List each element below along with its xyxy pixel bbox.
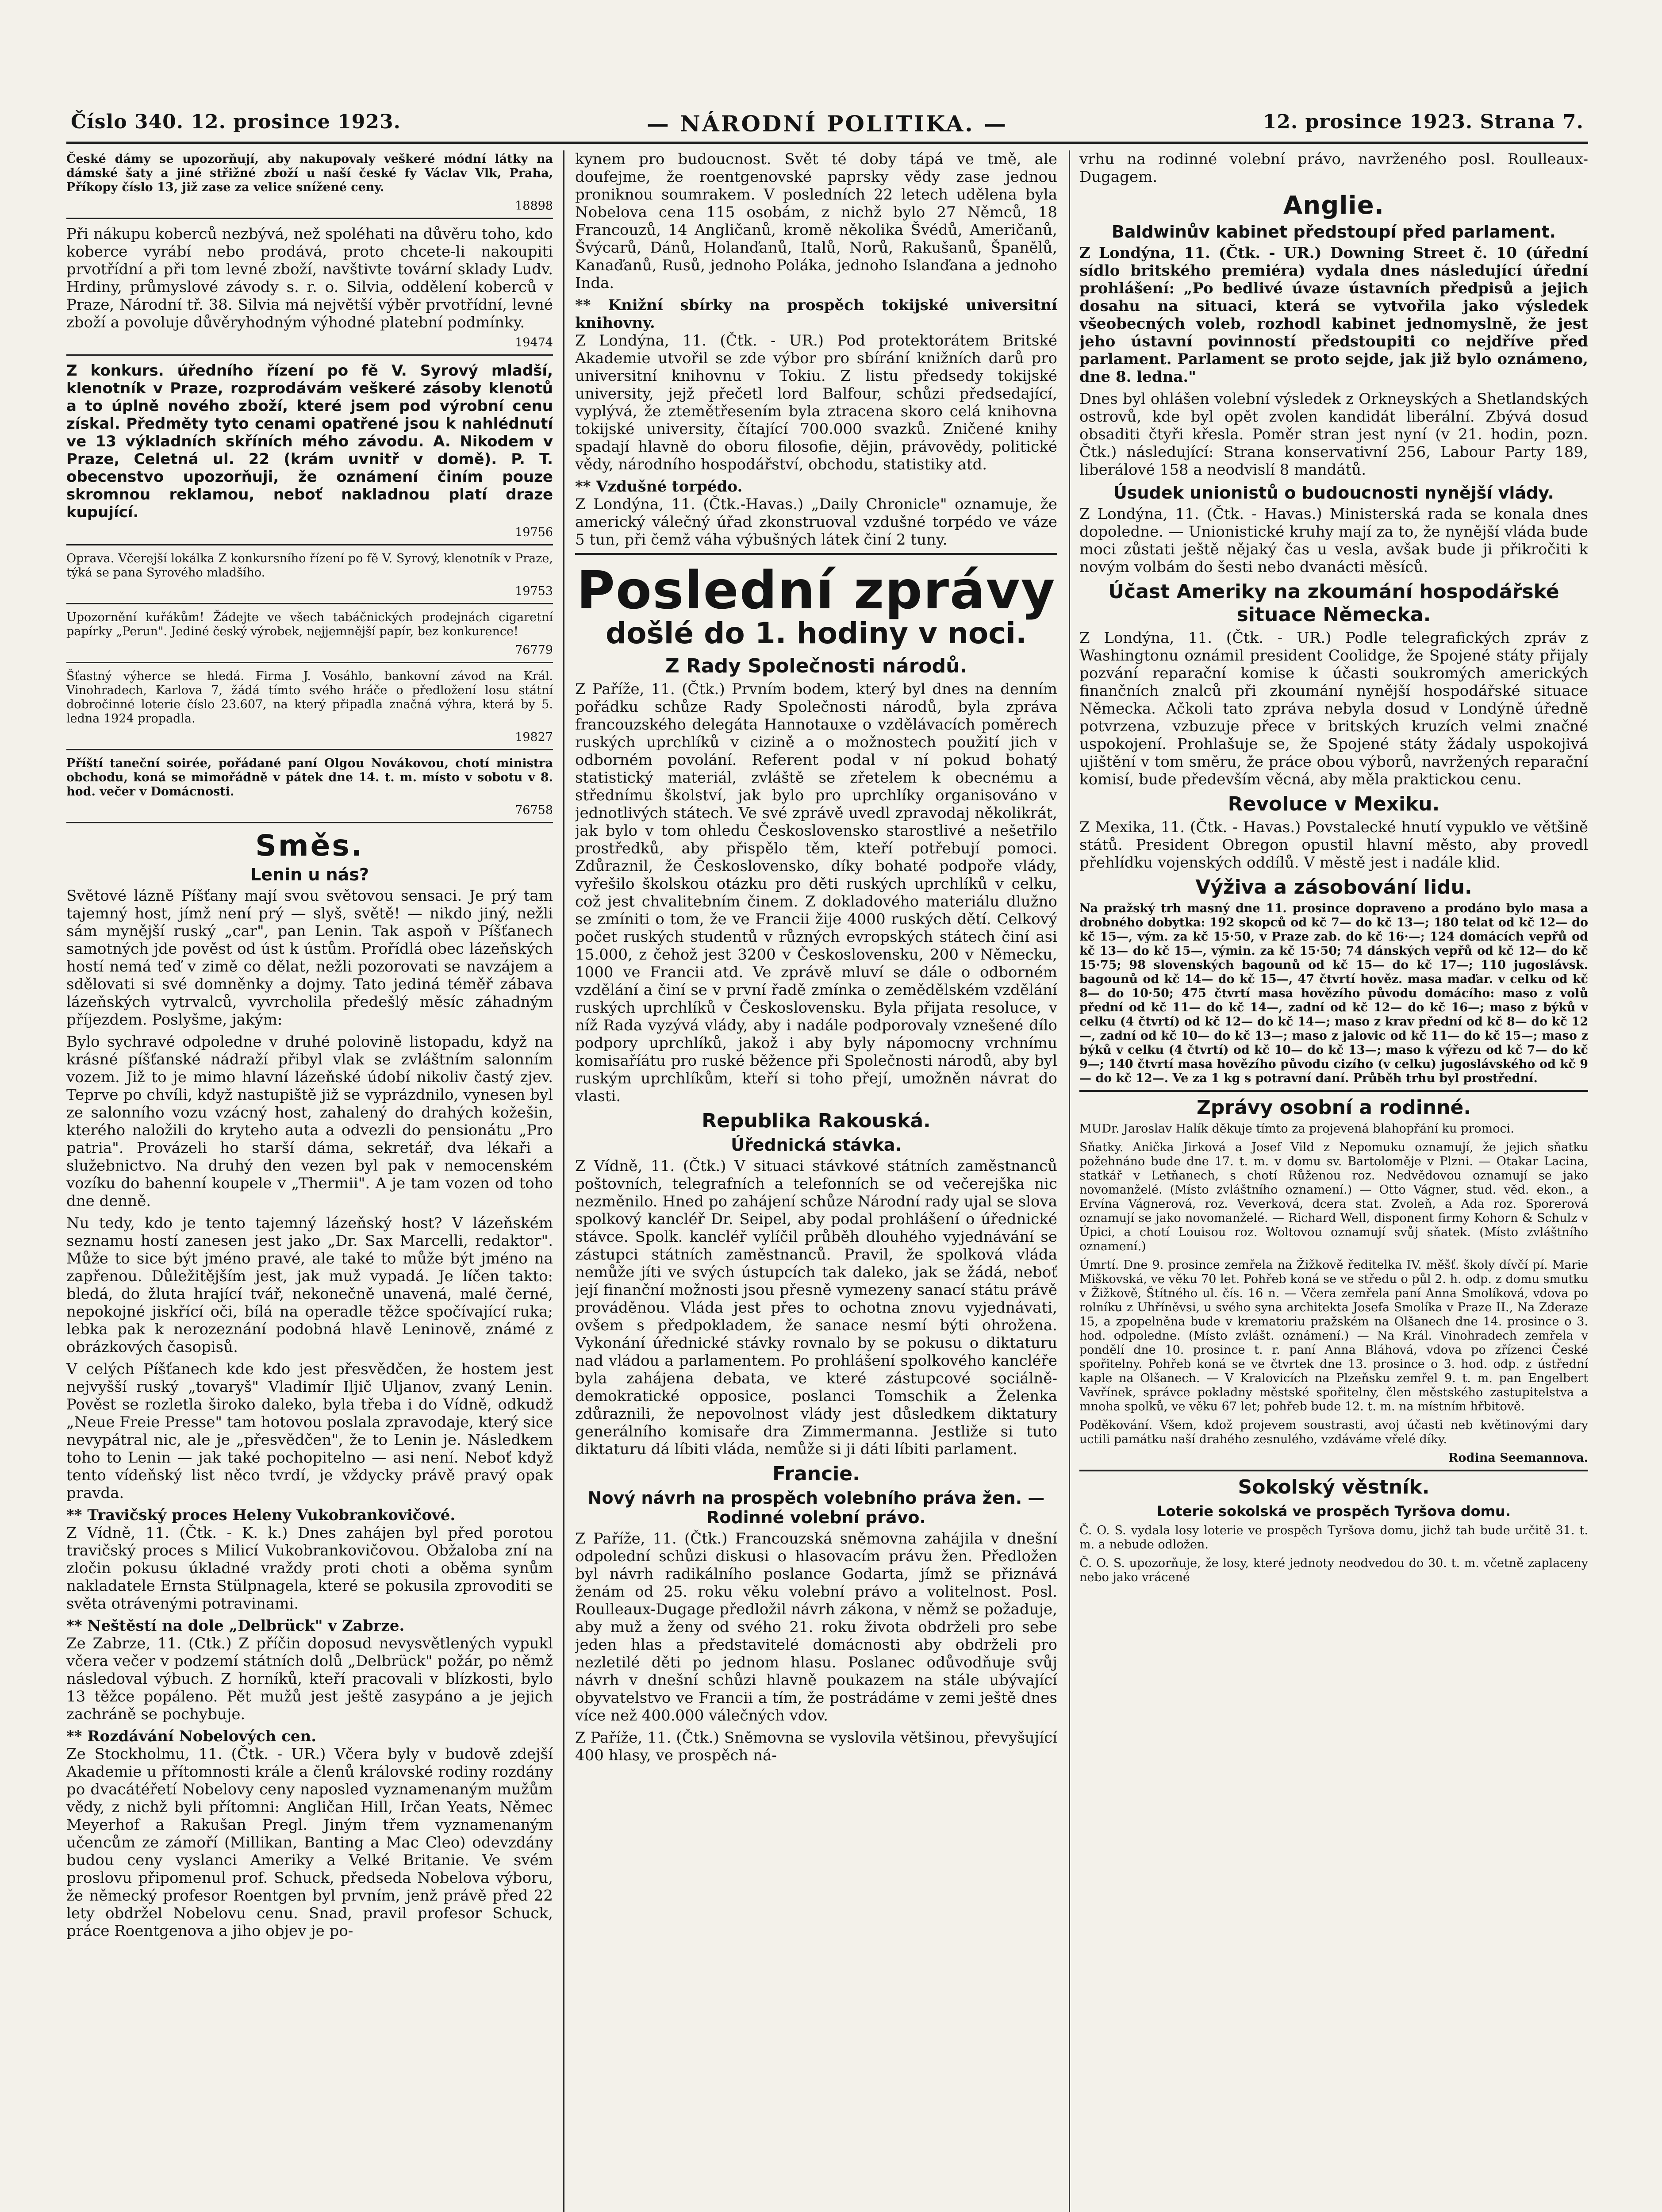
- article-paragraph: kynem pro budoucnost. Svět té doby tápá ve tmě, ale doufejme, že roentgenovské paprsky vědy zase jednou proniknou soumrakem. V posledních 22 letech udělena byla Nobelova cena 115 osobám, z nichž bylo 27 Němců, 18 Francouzů, 14 Angličanů, kromě několika Švédů, Američanů, Švýcarů, Dánů, Holanďanů, Italů, Norů, Rakušanů, Španělů, Kanaďanů, Rusů, jednoho Poláka, jednoho Islanďana a jednoho Inda.: [575, 150, 1057, 292]
- article-paragraph: Č. O. S. upozorňuje, že losy, které jednoty neodvedou do 30. t. m. včetně zaplaceny nebo jako vrácené: [1079, 1556, 1588, 1584]
- advert-soiree: [66, 755, 553, 823]
- issue-info: Číslo 340. 12. prosince 1923.: [71, 111, 401, 133]
- advert-text: Příští taneční soirée, pořádané paní Olgou Novákovou, chotí ministra obchodu, koná se mimořádně v pátek dne 14. t. m. místo v sobotu v 8. hod. večer v Domácnosti.: [66, 757, 553, 799]
- advert-number: 19756: [515, 526, 553, 539]
- section-heading: Francie.: [772, 1463, 860, 1485]
- article-paragraph: Na pražský trh masný dne 11. prosince dopraveno a prodáno bylo masa a drobného dobytka: 192 skopců od kč 7— do kč 13—; 180 telat od kč 12— do kč 15—, vým. za kč 15·50, v Praze zab. do kč 16·—; 124 domácích vepřů od kč 13— do kč 15—, výmin. za kč 15·50; 74 dánských vepřů od kč 12— do kč 15·75; 98 slovenských bagounů od kč 15— do kč 17—; 110 jugoslávsk. bagounů od kč 14— do kč 15—, 47 čtvrtí hověz. masa maďar. v celku od kč 8— do 10·50; 475 čtvrtí masa hovězího původu domácího: maso z volů přední od kč 11— do kč 14—, zadní od kč 12— do kč 16—; maso z býků v celku (4 čtvrtí) od kč 12— do kč 14—; maso z krav přední od kč 8— do kč 12—, zadní od kč 10— do kč 13—; maso z jalovic od kč 11— do kč 15—; maso z býků v celku (4 čtvrtí) od kč 10— do kč 13—; maso k výřezu od kč 7— do kč 9—; 140 čtvrtí masa hovězího původu cizího (v celku) jugoslávského od kč 9— do kč 12—. Ve za 1 kg s potravní daní. Průběh trhu byl prostřední.: [1079, 902, 1588, 1085]
- article-paragraph: Z Londýna, 11. (Čtk. - Havas.) Ministerská rada se konala dnes dopoledne. — Unionistické kruhy mají za to, že nynější vláda bude moci zůstati ještě nějaký čas u vesla, avšak bude ji přikročiti k novým volbám do šesti nebo dvanácti měsíců.: [1079, 505, 1588, 576]
- article-paragraph: Světové lázně Píšťany mají svou světovou sensaci. Je prý tam tajemný host, jímž není prý — slyš, světě! — nikdo jiný, nežli sám mynější ruský „car", pan Lenin. Tak aspoň v Píšťanech samotných jde pověst od úst k ústům. Prořídlá obec lázeňských hostí nemá teď v zimě co dělat, nežli pozorovati se navzájem a sdělovati si své domněnky a dojmy. Tato jediná téměř zábava lázeňských vytrvalců, vyvrcholila předešlý měsíc záhadným příjezdem. Poslyšme, jakým:: [66, 887, 553, 1029]
- article-title: Úřednická stávka.: [731, 1135, 902, 1155]
- article-paragraph: Z Londýna, 11. (Čtk.-Havas.) „Daily Chronicle" oznamuje, že americký válečný úřad zkonstruoval vzdušné torpédo ve váze 5 tun, při čemž váha výbušných látek činí 2 tuny.: [575, 495, 1057, 549]
- article-paragraph: Z Paříže, 11. (Čtk.) Sněmovna se vyslovila většinou, převyšující 400 hlasy, ve prospěch ná-: [575, 1729, 1057, 1764]
- article-title: ** Travičský proces Heleny Vukobrankovičové.: [66, 1506, 456, 1524]
- article-title: Nový návrh na prospěch volebního práva žen. — Rodinné volební právo.: [587, 1488, 1045, 1527]
- column-1: [66, 150, 553, 2212]
- article-title: ** Knižní sbírky na prospěch tokijské universitní knihovny.: [575, 296, 1057, 332]
- page-info: 12. prosince 1923. Strana 7.: [1263, 111, 1584, 133]
- article-paragraph: V celých Píšťanech kde kdo jest přesvědčen, že hostem jest nejvyšší ruský „tovaryš" Vladimír Iljič Uljanov, zvaný Lenin. Pověst se rozletla široko daleko, byla třeba i do Vídně, odkudž „Neue Freie Presse" tam hotovou poslala zpravodaje, který sice nevypátral nic, ale je „přesvědčen", že to Lenin je. Následkem toho to Lenin — jak také pochopitelno — asi není. Neboť když tento vídeňský list něco tvrdí, je vždycky právě pravý opak pravda.: [66, 1360, 553, 1502]
- article-paragraph: Z Vídně, 11. (Čtk. - K. k.) Dnes zahájen byl před porotou travičský proces s Milicí Vukobrankovičovou. Obžaloba zní na zločin pokusu úkladné vraždy proti choti a oběma synům nakladatele Ernsta Stülpnagela, které se pokusila zprovoditi se světa otrávenými potravinami.: [66, 1524, 553, 1613]
- article-title: Lenin u nás?: [250, 865, 369, 884]
- article-paragraph: Dnes byl ohlášen volební výsledek z Orkneyských a Shetlandských ostrovů, kde byl opět zvolen kandidát liberální. Zbývá dosud obsaditi čtyři křesla. Poměr stran jest nyní (v 21. hodin, pozn. Čtk.) následující: Strana konservativní 256, Labour Party 189, liberálové 158 a neodvislí 8 mandátů.: [1079, 390, 1588, 479]
- advert-text: Z konkurs. úředního řízení po fě V. Syrový mladší, klenotník v Praze, rozprodávám veškeré zásoby klenotů a to úplně nového zboží, které jsem pod výrobní cenu získal. Předměty tyto cenami opatřené jsou k nahlédnutí ve 13 výkladních skříních mého závodu. A. Nikodem v Praze, Celetná ul. 22 (krám uvnitř v domě). P. T. obecenstvo upozorňuji, že oznámení činím pouze skromnou reklamou, neboť nakladnou platí draze kupující.: [66, 362, 553, 521]
- article-paragraph: vrhu na rodinné volební právo, navrženého posl. Roulleaux-Dugagem.: [1079, 150, 1588, 186]
- article-paragraph: Ze Stockholmu, 11. (Čtk. - UR.) Včera byly v budově zdejší Akademie u přítomnosti krále a členů královské rodiny rozdány po dvacátéřetí Nobelovy ceny naposled vyznamenaným mužům vědy, z nichž byli přítomni: Angličan Hill, Irčan Yeats, Němec Meyerhof a Rakušan Pregl. Jiným třem vyznamenaným učencům ze zámoří (Millikan, Banting a Mac Cleo) odevzdány budou ceny vyslanci Ameriky a Velké Britanie. Ve svém proslovu připomenul prof. Schuck, předseda Nobelova výboru, že německý profesor Roentgen byl prvním, jenž právě před 22 lety obdržel Nobelovu cenu. Snad, pravil profesor Schuck, práce Roentgenova a jiho objev je po-: [66, 1745, 553, 1940]
- advert-number: 76779: [515, 643, 553, 657]
- banner-subheadline: došlé do 1. hodiny v noci.: [605, 616, 1027, 650]
- article-title: ** Neštěstí na dole „Delbrück" v Zabrze.: [66, 1617, 405, 1635]
- article-paragraph: Z Londýna, 11. (Čtk. - UR.) Podle telegrafických zpráv z Washingtonu oznámil president Coolidge, že Spojené státy přijaly pozvání reparační komise k účasti soukromých amerických finančních znalců při zkoumání nynější hospodářské situace Německa. Ačkoli tato zpráva nebyla dosud v Londýně úředně potvrzena, vzbuzuje přece v britských kruzích velmi značné uspokojení. Prohlašuje se, že Spojené státy žádaly uspokojivá ujištění v tom směru, že práce obou výborů, navržených reparační komisí, bude především věcná, aby měla praktickou cenu.: [1079, 629, 1588, 788]
- column-3: [1079, 150, 1588, 2212]
- newspaper-page: [66, 102, 1588, 2212]
- article-paragraph: Č. O. S. vydala losy loterie ve prospěch Tyršova domu, jichž tah bude určitě 31. t. m. a nebude odložen.: [1079, 1524, 1588, 1551]
- column-rule: [1069, 150, 1070, 2212]
- article-paragraph: Z Londýna, 11. (Čtk. - UR.) Downing Street č. 10 (úřední sídlo britského premiéra) vydala dnes následující úřední prohlášení: „Po bedlivé úvaze ústavních předpisů a jejich dosahu na situaci, která se vytvořila jako výsledek všeobecných voleb, rozhodl kabinet jednomyslně, že jest jeho ústavní povinností předstoupiti co nejdříve před parlament. Parlament se proto sejde, jak již bylo oznámeno, dne 8. ledna.": [1079, 244, 1588, 386]
- article-title: Loterie sokolská ve prospěch Tyršova domu.: [1157, 1503, 1511, 1520]
- advert-text: Při nákupu koberců nezbývá, než spoléhati na důvěru toho, kdo koberce vyrábí nebo prodává, proto chcete-li nakoupiti prvotřídní a při tom levné zboží, navštivte tovární sklady Ludv. Hrdiny, průmyslové závody s. r. o. Silvia, oddělení koberců v Praze, Národní tř. 38. Silvia má největší výběr prvotřídní, levné zboží a povoluje důvěryhodným výhodné platební podmínky.: [66, 225, 553, 331]
- advert-text: Šťastný výherce se hledá. Firma J. Vosáhlo, bankovní závod na Král. Vinohradech, Karlova 7, žádá tímto svého hráče o předložení losu státní dobročinné loterie číslo 23.607, na který připadla značná výhra, která by 5. ledna 1924 propadla.: [66, 669, 553, 726]
- article-title: ** Rozdávání Nobelových cen.: [66, 1728, 317, 1745]
- newspaper-title: — NÁRODNÍ POLITIKA. —: [646, 111, 1008, 137]
- advert-koberce: [66, 223, 553, 356]
- section-heading: Anglie.: [1283, 191, 1384, 220]
- divider: [575, 553, 1057, 555]
- advert-oprava: [66, 550, 553, 604]
- advert-ceske-damy: [66, 150, 553, 219]
- article-paragraph: Z Paříže, 11. (Čtk.) Francouzská sněmovna zahájila v dnešní odpolední schůzi diskusi o hlasovacím právu žen. Předložen byl návrh radikálního poslance Godarta, jímž se přiznává ženám od 25. roku věku volební právo a volitelnost. Posl. Roulleaux-Dugage předložil návrh zákona, v němž se požaduje, aby muž a ženy od svého 21. roku života obdrželi pro sebe jeden hlas a představitelé domácnosti aby obdrželi pro nezletilé děti po jednom hlasu. Poslanec odůvodňuje svůj návrh v dnešní schůzi hlavně poukazem na stále ubývající obyvatelstvo ve Francii a tím, že postrádáme v zemi ještě dnes více než 400.000 válečných vdov.: [575, 1530, 1057, 1724]
- divider: [1079, 1470, 1588, 1471]
- advert-number: 19827: [515, 730, 553, 744]
- advert-text: České dámy se upozorňují, aby nakupovaly veškeré módní látky na dámské šaty a jiné střižné zboží u naší české fy Václav Vlk, Praha, Příkopy číslo 13, již zase za velice snížené ceny.: [66, 152, 553, 194]
- article-paragraph: Sňatky. Anička Jirková a Josef Vild z Nepomuku oznamují, že jejich sňatku požehnáno bude dne 17. t. m. v domu sv. Bartoloměje v Plzni. — Otakar Lacina, statkář v Letňanech, s chotí Růženou roz. Nedvědovou oznamují se jako novomanželé. (Místo zvláštního oznamení.) — Otto Vágner, stud. věd. ekon., a Ervína Vágnerová, roz. Veverková, dcera stat. Zvoleň, a Ada roz. Sporerová oznamují se jako novomanželé. — Richard Well, disponent firmy Kohorn & Schulz v Úpici, a chotí Louisou roz. Woltovou oznamují svůj sňatek. (Místo zvláštního oznamení.): [1079, 1141, 1588, 1253]
- article-title: Baldwinův kabinet předstoupí před parlament.: [1111, 222, 1556, 242]
- divider: [1079, 1090, 1588, 1092]
- article-paragraph: Úmrtí. Dne 9. prosince zemřela na Žižkově ředitelka IV. měšť. školy dívčí pí. Marie Miškovská, ve věku 70 let. Pohřeb koná se ve středu o půl 2. h. odp. z domu smutku v Žižkově, Štítného ul. čís. 16 n. — Včera zemřela paní Anna Smolíková, vdova po rolníku z Uhříněvsi, u svého syna architekta Josefa Smolíka v Praze II., Na Zderaze 15, a zpopelněna bude v krematoriu pražském na Olšanech dne 14. prosince o 3. hod. odpoledne. (Místo zvlášt. oznámení.) — Na Král. Vinohradech zemřela v pondělí dne 10. prosince t. r. paní Anna Bláhová, vdova po zřízenci České spořitelny. Pohřeb koná se ve čtvrtek dne 13. prosince o 3. hod. odp. z ústřední kaple na Olšanech. — V Kralovicích na Plzeňsku zemřel 9. t. m. pan Engelbert Vavřínek, správce pokladny městské spořitelny, člen městského zastupitelstva a mnoha spolků, ve věku 67 let; pohřeb bude 12. t. m. na místním hřbitově.: [1079, 1258, 1588, 1413]
- column-2: [575, 150, 1057, 2212]
- column-rule: [563, 150, 564, 2212]
- advert-number: 19753: [515, 584, 553, 598]
- advert-text: Upozornění kuřákům! Žádejte ve všech tabáčnických prodejnách cigaretní papírky „Perun". Jediné český výrobek, nejjemnější papír, bez konkurence!: [66, 611, 553, 638]
- article-paragraph: Nu tedy, kdo je tento tajemný lázeňský host? V lázeňském seznamu hostí zanesen jest jako „Dr. Sax Marcelli, redaktor". Může to sice být jméno pravé, ale také to může být jméno na zapřenou. Důležitějším jest, jak muž vypadá. Je líčen takto: bledá, do žluta hrající tvář, nekonečně unavená, malé černé, nepokojné jiskřící oči, bílá na operadle těžce spočívající ruka; lebka pak k nerozeznání podobná hlavě Leninově, známé z obrázkových časopisů.: [66, 1214, 553, 1356]
- article-paragraph: Z Mexika, 11. (Čtk. - Havas.) Povstalecké hnutí vypuklo ve většině států. President Obregon opustil hlavní město, aby provedl přehlídku vojenských oddílů. V městě jest i nadále klid.: [1079, 818, 1588, 872]
- section-heading: Revoluce v Mexiku.: [1228, 793, 1440, 815]
- advert-number: 19474: [515, 336, 553, 349]
- banner-headline: Poslední zprávy: [576, 560, 1056, 621]
- section-heading: Sokolský věstník.: [1238, 1476, 1430, 1498]
- article-title: Úsudek unionistů o budoucnosti nynější vlády.: [1113, 483, 1554, 503]
- article-paragraph: Bylo sychravé odpoledne v druhé polovině listopadu, když na krásné píšťanské nádraží přibyl vlak se zvláštním salonním vozem. Již to je mimo hlavní lázeňské údobí nikoliv častý zjev. Teprve po chvíli, když nastupiště již se vyprázdnilo, vynesen byl ze salonního vozu vzácný host, zahalený do drahých kožešin, kterého naložili do kryteho auta a odvezli do pensionátu „Pro patria". Provázeli ho starší dáma, sekretář, dva lékaři a služebnictvo. Na druhý den vezen byl pak v nemocenském vozíku do bahenní koupele v „Thermii". A je tam vozen od toho dne denně.: [66, 1033, 553, 1210]
- article-paragraph: Z Paříže, 11. (Čtk.) Prvním bodem, který byl dnes na denním pořádku schůze Rady Společnosti národů, byla zpráva francouzského delegáta Hannotauxe o vzdělávacích poměrech ruských uprchlíků v cizině a o možnostech použití jich v odborném povolání. Referent podal v ní pokud bohatý statistický materiál, zvláště se zřetelem k obecnému a střednímu školství, jak bylo pro uprchlíky organisováno v jednotlivých státech. Ve své zprávě uvedl zpravodaj několikrát, jak bylo v tom ohledu Československo starostlivé a nešetřilo prostředků, aby přispělo těm, kteří potřebují pomoci. Zdůraznil, že Československo, díky bohaté podpoře vlády, vyřešilo školskou otázku pro děti ruských uprchlíků v celku, což jest chvalitebním činem. Z dokladového materiálu dlužno se zmíniti o tom, že ve Francii žije 4000 ruských dětí. Celkový počet ruských studentů v různých evropských státech činí asi 15.000, z čehož jest 3200 v Československu, 200 v Německu, 1000 ve Francii atd. Ve zprávě mluví se dále o odborném vzdělání a činí se v první řadě zmínka o zemědělském vzdělání ruských uprchlíků v Československu. Byla přijata resoluce, v níž Rada vyzývá vlády, aby i nadále podporovaly vznešené dílo podpory uprchlíků, jakož i aby byly nápomocny vrchnímu komisaříátu pro ruské běžence při Společnosti národů, aby byl ruským uprchlíkům, kteří si toho přejí, umožněn návrat do vlasti.: [575, 680, 1057, 1105]
- article-paragraph: Ze Zabrze, 11. (Ctk.) Z příčin doposud nevysvětlených vypukl včera večer v podzemí státních dolů „Delbrück" požár, po němž následoval výbuch. Z horníků, kteří pracovali v blízkosti, bylo 13 těžce popáleno. Pět mužů jest ještě zasypáno a je jejich zachráně se pochybuje.: [66, 1635, 553, 1723]
- signature: Rodina Seemannova.: [1448, 1451, 1588, 1465]
- advert-kuraci: [66, 609, 553, 663]
- article-paragraph: MUDr. Jaroslav Halík děkuje tímto za projevená blahopřání ku promoci.: [1079, 1122, 1514, 1136]
- advert-text: Oprava. Včerejší lokálka Z konkursního řízení po fě V. Syrový, klenotník v Praze, týká se pana Syrového mladšího.: [66, 552, 553, 580]
- advert-number: 18898: [515, 199, 553, 213]
- article-title: Z Rady Společnosti národů.: [665, 655, 967, 677]
- masthead: [66, 102, 1588, 144]
- section-heading: Výživa a zásobování lidu.: [1195, 876, 1472, 899]
- article-paragraph: Z Vídně, 11. (Čtk.) V situaci stávkové státních zaměstnanců poštovních, telegrafních a telefonních se od večerejška nic nezměnilo. Hned po zahájení schůze Národní rady ujal se slova spolkový kancléř Dr. Seipel, aby podal prohlášení o úřednické stávce. Spolk. kancléř vylíčil průběh dlouhého vyjednávání se zástupci státních zaměstnanců. Pravil, že spolková vláda nemůže jíti ve svých ústupcích tak daleko, jak se žádá, neboť její finanční možnosti jsou přesně vymezeny sanací státu právě prováděnou. Vláda jest přes to ochotna znovu vyjednávati, ovšem s předpokladem, že sanace nesmí býti ohrožena. Vykonání úřednické stávky rovnalo by se pokusu o diktaturu nad vládou a parlamentem. Po prohlášení spolkového kancléře byla zahájena debata, ve které zástupcové sociálně-demokratické opposice, poslanci Tomschik a Želenka zdůraznili, že nepovolnost vlády jest důsledkem diktatury generálního komisaře dra Zimmermanna. Jestliže si tuto diktaturu dá líbiti vláda, nemůže si ji dáti líbiti parlament.: [575, 1157, 1057, 1458]
- section-heading: Republika Rakouská.: [702, 1110, 931, 1132]
- advert-number: 76758: [515, 803, 553, 817]
- section-heading-smes: Směs.: [255, 829, 364, 863]
- advert-vyherce: [66, 668, 553, 750]
- article-paragraph: Z Londýna, 11. (Čtk. - UR.) Pod protektorátem Britské Akademie utvořil se zde výbor pro sbírání knižních darů pro universitní knihovnu v Tokiu. Z listu předsedy tokijské university, jejž přečetl lord Balfour, schůzi předsedající, vyplývá, že ztemětřesením byla ztracena skoro celá knihovna tokijské university, čítající 700.000 svazků. Zničené knihy spadají hlavně do oboru filosofie, dějin, právovědy, politické vědy, národního hospodářství, obchodu, statistiky atd.: [575, 332, 1057, 473]
- section-heading: Zprávy osobní a rodinné.: [1196, 1096, 1471, 1119]
- article-title: Účast Ameriky na zkoumání hospodářské situace Německa.: [1108, 580, 1559, 626]
- article-paragraph: Poděkování. Všem, kdož projevem soustrasti, avoj účasti neb květinovými dary uctili památku naší drahého zesnulého, vzdáváme vřelé díky.: [1079, 1418, 1588, 1446]
- advert-konkurs: [66, 360, 553, 545]
- article-title: ** Vzdušné torpédo.: [575, 478, 743, 495]
